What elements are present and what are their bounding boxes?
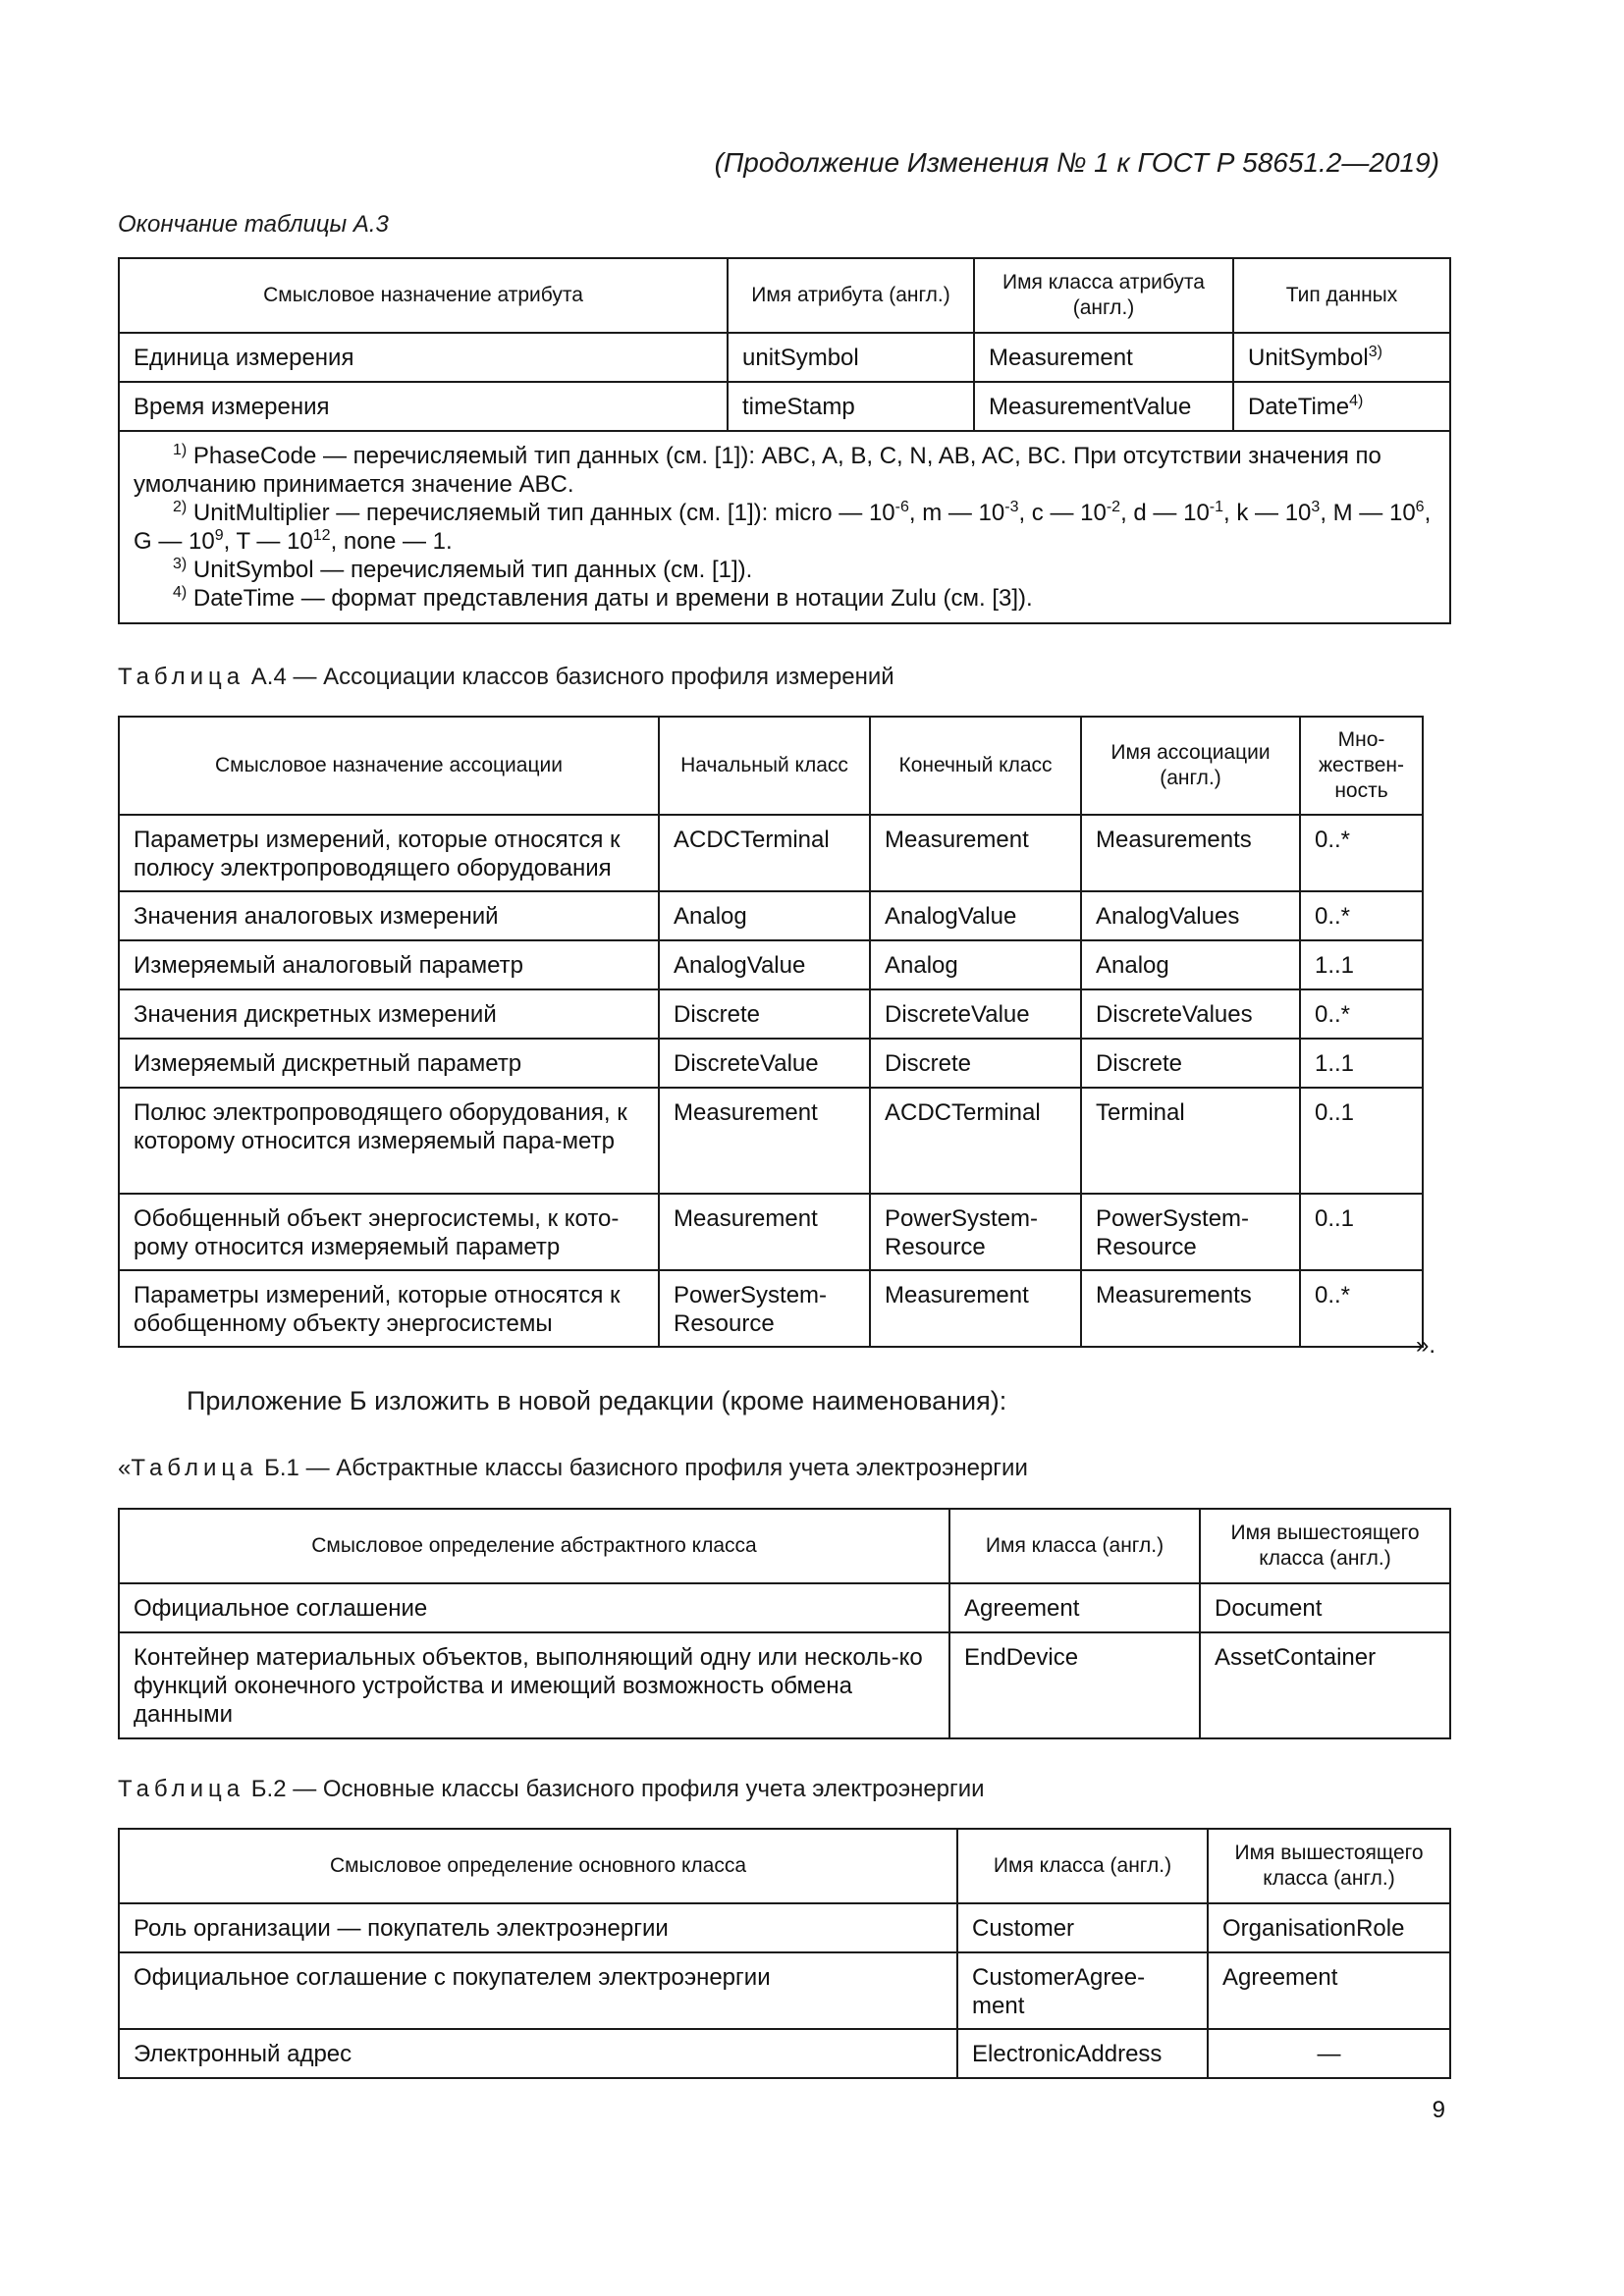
closing-quote: ». bbox=[1416, 1332, 1436, 1359]
exponent: -1 bbox=[1209, 499, 1224, 515]
footnote-text: , m — 10 bbox=[908, 500, 1005, 526]
table-cell: Agreement bbox=[1208, 1952, 1450, 2029]
table-cell: Роль организации — покупатель электроэнергии bbox=[119, 1903, 957, 1952]
table-cell: unitSymbol bbox=[728, 333, 974, 382]
table-cell: 1..1 bbox=[1300, 940, 1423, 989]
table-row bbox=[119, 1632, 1450, 1738]
table-cell: ACDCTerminal bbox=[870, 1088, 1081, 1194]
table-cell: DiscreteValues bbox=[1081, 989, 1300, 1039]
column-header: Имя атрибута (англ.) bbox=[728, 258, 974, 333]
column-header: Мно-жествен-ность bbox=[1300, 717, 1423, 815]
table-cell: Измеряемый дискретный параметр bbox=[119, 1039, 659, 1088]
table-cell: 0..* bbox=[1300, 815, 1423, 891]
exponent: -3 bbox=[1004, 499, 1019, 515]
table-end-label: Окончание таблицы А.3 bbox=[118, 211, 389, 238]
caption-word: Таблица bbox=[118, 1776, 245, 1802]
table-cell: 0..* bbox=[1300, 1270, 1423, 1347]
table-cell: AnalogValues bbox=[1081, 891, 1300, 940]
table-header-row bbox=[119, 258, 1450, 333]
column-header: Тип данных bbox=[1233, 258, 1450, 333]
column-header: Имя класса (англ.) bbox=[957, 1829, 1208, 1903]
footnote-text: , T — 10 bbox=[223, 528, 313, 555]
table-cell: 0..* bbox=[1300, 891, 1423, 940]
exponent: 12 bbox=[312, 527, 331, 544]
table-cell: Контейнер материальных объектов, выполняющий одну или несколь-ко функций оконечного устройства и имеющий возможность обмена данными bbox=[119, 1632, 949, 1738]
table-row bbox=[119, 1088, 1423, 1194]
table-cell: DiscreteValue bbox=[659, 1039, 870, 1088]
cell-text: DateTime bbox=[1248, 394, 1350, 420]
footnote-text: , k — 10 bbox=[1223, 500, 1312, 526]
caption-text: Б.2 — Основные классы базисного профиля учета электроэнергии bbox=[244, 1776, 985, 1802]
table-cell: Measurement bbox=[870, 815, 1081, 891]
table-a4-caption bbox=[118, 664, 894, 691]
table-cell: Customer bbox=[957, 1903, 1208, 1952]
caption-word: Таблица bbox=[131, 1455, 258, 1481]
exponent: -2 bbox=[1106, 499, 1121, 515]
column-header: Начальный класс bbox=[659, 717, 870, 815]
column-header: Имя вышестоящего класса (англ.) bbox=[1200, 1509, 1450, 1583]
footnote-mark: 3) bbox=[1368, 344, 1382, 360]
footnote-4 bbox=[134, 584, 1435, 613]
table-cell: Measurement bbox=[974, 333, 1233, 382]
table-row bbox=[119, 1039, 1423, 1088]
table-cell: 0..* bbox=[1300, 989, 1423, 1039]
table-cell: Measurement bbox=[870, 1270, 1081, 1347]
table-cell: CustomerAgree-ment bbox=[957, 1952, 1208, 2029]
table-row bbox=[119, 1270, 1423, 1347]
appendix-intro: Приложение Б изложить в новой редакции (кроме наименования): bbox=[187, 1386, 1007, 1415]
footnote-3 bbox=[134, 556, 1435, 584]
table-cell bbox=[1233, 382, 1450, 431]
footnote-mark: 2) bbox=[173, 499, 188, 515]
continuation-header: (Продолжение Изменения № 1 к ГОСТ Р 58651.2—2019) bbox=[714, 147, 1439, 178]
table-cell: PowerSystem-Resource bbox=[659, 1270, 870, 1347]
table-cell: Discrete bbox=[870, 1039, 1081, 1088]
table-cell: Measurements bbox=[1081, 815, 1300, 891]
footnote-text: , c — 10 bbox=[1018, 500, 1107, 526]
footnote-text: , G — 10 bbox=[134, 500, 1432, 555]
table-cell: 1..1 bbox=[1300, 1039, 1423, 1088]
table-cell: Официальное соглашение bbox=[119, 1583, 949, 1632]
caption-text: Б.1 — Абстрактные классы базисного профиля учета электроэнергии bbox=[257, 1455, 1028, 1481]
footnotes-cell bbox=[119, 431, 1450, 623]
column-header: Имя класса (англ.) bbox=[949, 1509, 1200, 1583]
table-cell: Обобщенный объект энергосистемы, к кото-рому относится измеряемый параметр bbox=[119, 1194, 659, 1270]
footnote-text: , M — 10 bbox=[1320, 500, 1416, 526]
table-row bbox=[119, 989, 1423, 1039]
footnote-text: , none — 1. bbox=[330, 528, 453, 555]
caption-quote: « bbox=[118, 1455, 132, 1481]
footnote-text: PhaseCode — перечисляемый тип данных (см. [1]): ABC, A, B, C, N, AB, AC, BC. При отсутствии значения по умолчанию принимается значение ABC. bbox=[134, 443, 1381, 498]
table-cell: DiscreteValue bbox=[870, 989, 1081, 1039]
footnote-mark: 4) bbox=[1349, 393, 1364, 409]
column-header: Смысловое назначение атрибута bbox=[119, 258, 728, 333]
table-a3 bbox=[118, 257, 1451, 624]
table-cell: Measurements bbox=[1081, 1270, 1300, 1347]
caption-text: А.4 — Ассоциации классов базисного профиля измерений bbox=[244, 664, 894, 690]
table-cell: ElectronicAddress bbox=[957, 2029, 1208, 2078]
table-cell: OrganisationRole bbox=[1208, 1903, 1450, 1952]
footnote-1 bbox=[134, 442, 1435, 499]
table-cell: Analog bbox=[1081, 940, 1300, 989]
table-cell: Электронный адрес bbox=[119, 2029, 957, 2078]
table-row bbox=[119, 891, 1423, 940]
footnotes-row bbox=[119, 431, 1450, 623]
table-cell: Официальное соглашение с покупателем электроэнергии bbox=[119, 1952, 957, 2029]
table-cell: Discrete bbox=[659, 989, 870, 1039]
footnote-text: , d — 10 bbox=[1120, 500, 1210, 526]
footnote-mark: 3) bbox=[173, 556, 188, 572]
table-cell: Значения дискретных измерений bbox=[119, 989, 659, 1039]
exponent: 6 bbox=[1415, 499, 1425, 515]
column-header: Имя ассоциации (англ.) bbox=[1081, 717, 1300, 815]
table-b1-caption bbox=[118, 1455, 1028, 1482]
table-header-row bbox=[119, 1509, 1450, 1583]
table-cell: ACDCTerminal bbox=[659, 815, 870, 891]
table-b2-caption bbox=[118, 1776, 985, 1803]
table-cell: Measurement bbox=[659, 1194, 870, 1270]
table-cell: Измеряемый аналоговый параметр bbox=[119, 940, 659, 989]
table-row bbox=[119, 1583, 1450, 1632]
table-b1 bbox=[118, 1508, 1451, 1739]
page-number: 9 bbox=[1432, 2097, 1445, 2123]
table-cell: AnalogValue bbox=[870, 891, 1081, 940]
table-cell: Параметры измерений, которые относятся к полюсу электропроводящего оборудования bbox=[119, 815, 659, 891]
footnote-text: UnitMultiplier — перечисляемый тип данных (см. [1]): micro — 10 bbox=[187, 500, 895, 526]
column-header: Имя класса атрибута (англ.) bbox=[974, 258, 1233, 333]
table-cell: 0..1 bbox=[1300, 1088, 1423, 1194]
table-row bbox=[119, 940, 1423, 989]
table-cell: Discrete bbox=[1081, 1039, 1300, 1088]
table-cell: Analog bbox=[659, 891, 870, 940]
table-cell: Agreement bbox=[949, 1583, 1200, 1632]
footnote-mark: 4) bbox=[173, 584, 188, 601]
table-cell: Measurement bbox=[659, 1088, 870, 1194]
footnote-text: DateTime — формат представления даты и времени в нотации Zulu (см. [3]). bbox=[187, 585, 1033, 612]
table-row bbox=[119, 382, 1450, 431]
column-header: Смысловое назначение ассоциации bbox=[119, 717, 659, 815]
footnote-text: UnitSymbol — перечисляемый тип данных (см. [1]). bbox=[187, 557, 753, 583]
table-row bbox=[119, 1194, 1423, 1270]
footnote-mark: 1) bbox=[173, 442, 188, 458]
cell-text: UnitSymbol bbox=[1248, 345, 1369, 371]
table-cell: Параметры измерений, которые относятся к обобщенному объекту энергосистемы bbox=[119, 1270, 659, 1347]
table-a4 bbox=[118, 716, 1424, 1348]
table-row bbox=[119, 1952, 1450, 2029]
caption-word: Таблица bbox=[118, 664, 245, 690]
table-cell: — bbox=[1208, 2029, 1450, 2078]
table-cell: 0..1 bbox=[1300, 1194, 1423, 1270]
table-cell: Terminal bbox=[1081, 1088, 1300, 1194]
table-header-row bbox=[119, 1829, 1450, 1903]
table-cell: AssetContainer bbox=[1200, 1632, 1450, 1738]
exponent: 3 bbox=[1311, 499, 1321, 515]
table-cell: timeStamp bbox=[728, 382, 974, 431]
table-cell: AnalogValue bbox=[659, 940, 870, 989]
table-header-row bbox=[119, 717, 1423, 815]
table-cell: EndDevice bbox=[949, 1632, 1200, 1738]
table-row bbox=[119, 333, 1450, 382]
table-cell: Полюс электропроводящего оборудования, к которому относится измеряемый пара-метр bbox=[119, 1088, 659, 1194]
table-cell: Document bbox=[1200, 1583, 1450, 1632]
table-cell: Время измерения bbox=[119, 382, 728, 431]
table-b2 bbox=[118, 1828, 1451, 2079]
exponent: 9 bbox=[214, 527, 224, 544]
exponent: -6 bbox=[894, 499, 909, 515]
table-row bbox=[119, 1903, 1450, 1952]
column-header: Имя вышестоящего класса (англ.) bbox=[1208, 1829, 1450, 1903]
table-cell bbox=[1233, 333, 1450, 382]
column-header: Конечный класс bbox=[870, 717, 1081, 815]
table-row bbox=[119, 815, 1423, 891]
table-cell: PowerSystem-Resource bbox=[870, 1194, 1081, 1270]
column-header: Смысловое определение основного класса bbox=[119, 1829, 957, 1903]
table-cell: Значения аналоговых измерений bbox=[119, 891, 659, 940]
footnote-2 bbox=[134, 499, 1435, 556]
table-cell: Analog bbox=[870, 940, 1081, 989]
table-cell: Единица измерения bbox=[119, 333, 728, 382]
table-row bbox=[119, 2029, 1450, 2078]
column-header: Смысловое определение абстрактного класса bbox=[119, 1509, 949, 1583]
table-cell: PowerSystem-Resource bbox=[1081, 1194, 1300, 1270]
table-cell: MeasurementValue bbox=[974, 382, 1233, 431]
